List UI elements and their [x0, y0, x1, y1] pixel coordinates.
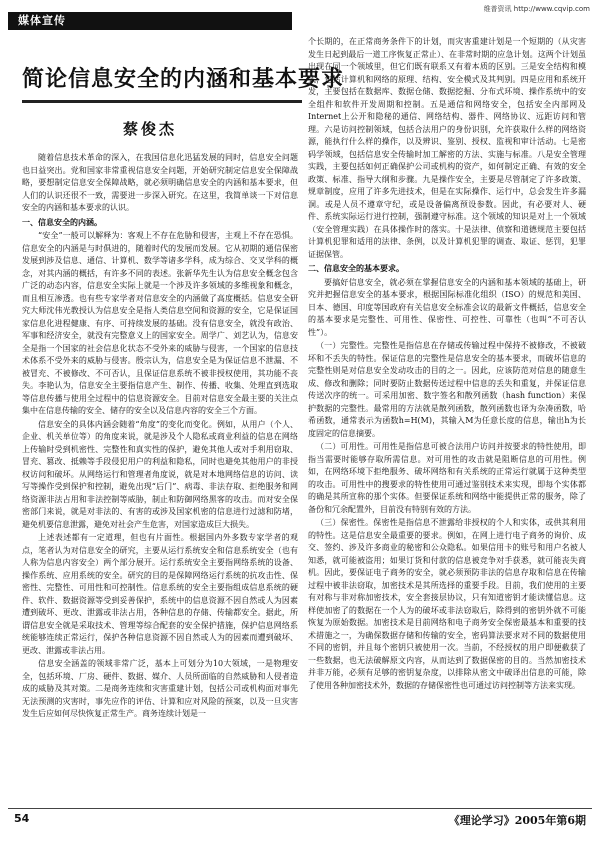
paragraph: “安全”一般可以解释为：客观上不存在危胁和侵害，主观上不存在恐惧。信息安全的内涵是与时俱进的，随着时代的发展而发展。它从初期的通信保密发展到涉及信息、通信、计算机、数学等诸多学科，成为综合、交叉学科的概念，对其内涵的概括，有许多不同的表述。张新华先生认为信息安全概念包含广泛的动态内容，信息安全实际上就是一个涉及许多领域的多维视象和概念，而且相互渗透。也有些专家学者对信息安全的内涵做了高度概括。信息安全研究大师沈伟光教授认为信息安全是指人类信息空间和资源的安全，它是保证国家信息化进程健康、有序、可持续发展的基础。没有信息安全，就没有政治、军事和经济安全，就没有完整意义上的国家安全。周学广、刘艺认为，信息安全是指一个国家的社会信息化状态不受外来的威胁与侵害，一个国家的信息技术体系不受外来的威胁与侵害。殷宗认为，信息安全是为保证信息不泄漏、不被冒充、不被修改、不可否认，且保证信息系统不被非授权使用，其功能不丧失。李艳认为，信息安全主要指信息产生、制作、传播、收集、处理直到选取等信息传播与使用全过程中的信息资源安全。目前对信息安全最主要的关注点集中在信息传输的安全、储存的安全以及信息内容的安全三个方面。: [22, 231, 298, 415]
article-author: 蔡俊杰: [122, 120, 177, 138]
paragraph: 信息安全涵盖的领域非常广泛，基本上可划分为10大领域，一是物理安全，包括环境、厂房、硬件、数据、媒介、人员所面临的自然威胁和人侵者造成的威胁及其对策。二是商务连续和灾害重建计划，包括公司或机构面对事先无法预测的灾害时，事先应作的评估、计算和应对风险的预案，以及一旦灾害发生后应如何尽快恢复正常生产。商务连续计划是一: [22, 659, 298, 718]
paragraph: 信息安全的具体内涵会随着“角度”的变化而变化。例如，从用户（个人、企业、机关单位等）的角度来说，就是涉及个人隐私或商业利益的信息在网络上传输时受到机密性、完整性和真实性的保护，避免其他人或对手利用窃取、冒充、篡改、抵赖等手段侵犯用户的利益和隐私，同时也避免其他用户的非授权访问和破坏。从网络运行和管理者角度说，就是对本地网络信息的访问、读写等操作受到保护和控制，避免出现“后门”、病毒、非法存取、拒绝服务和网络资源非法占用和非法控制等威胁，制止和防御网络黑客的攻击。而对安全保密部门来说，就是对非法的、有害的或涉及国家机密的信息进行过滤和防堵，避免机要信息泄露，避免对社会产生危害，对国家造成巨大损失。: [22, 419, 298, 529]
paragraph: 个长期的，在正常商务条件下的计划，而灾害重建计划是一个短期的（从灾害发生日起到最后一道工序恢复正常止）、在非常时期的应急计划。这两个计划虽出现在同一个领域里，但它们既有联系又有着本质的区别。三是安全结构和模式，包括计算机和网络的原理、结构、安全模式及其判别。四是应用和系统开发，主要包括在数据库、数据仓储、数据挖掘、分布式环境、操作系统中的安全组件和软件开发周期和控制。五是通信和网络安全，包括安全内部网及Internet上公开和隐秘的通信、网络结构、器件、网络协议、远距访问和管理。六是访问控制领域，包括合法用户的身份识别，允许获取什么样的网络资源，能执行什么样的操作，以及辨识、鉴别、授权、监视和审计活动。七是密码学领域，包括信息安全传输时加工解密的方法、实施与标准。八是安全管理实践，主要包括如何正确保护公司或机构的资产，如何制定正确、有效的安全政策、标准、指导大纲和步骤。九是操作安全，主要是尽管制定了许多政策、规章制度，应用了许多先进技术，但是在实际操作、运行中，总会发生许多漏洞。或是人员不遵章守纪，或是设备偏离预设参数。因此，有必要对人、硬件、系统实际运行进行控制，强制遵守标准。这个领域的知识是对上一个领域（安全管理实践）在具体操作时的落实。十是法律、侦察和道德规范主要包括计算机犯罪和适用的法律、条例，以及计算机犯罪的调查、取证、惩罚，犯罪证据保管。: [308, 37, 586, 259]
paragraph: 随着信息技术革命的深入，在我国信息化迅猛发展的同时，信息安全问题也日益突出。党和国家非常重视信息安全问题，开始研究制定信息安全保障战略，要想制定信息安全保障战略，就必须明确信息安全的内涵和基本要求，但人们的认识还很不一致，需要进一步深入研究。在这里，我简单谈一下对信息安全的内涵和基本要求的认识。: [22, 153, 298, 212]
section-heading: 二、信息安全的基本要求。: [308, 264, 404, 273]
paragraph: 上述表述都有一定道理，但也有片面性。根据国内外多数专家学者的观点，笔者认为对信息安全的研究，主要从运行系统安全和信息系统安全（也有人称为信息内容安全）两个部分展开。运行系统安全主要指网络系统的设备、操作系统、应用系统的安全。研究的目的是保障网络运行系统的抗攻击性、保密性、完整性、可用性和可控制性。信息系统的安全主要指组成信息系统的硬件、软件、数据资源等受到妥善保护，系统中的信息资源不因自然或人为因素遭到破坏、更改、泄露或非法占用，各种信息的存储、传输都安全。据此，所谓信息安全就是采取技术、管理等综合配套的安全保护措施，保护信息网络系统能够连续正常运行，保护各种信息资源不因自然或人为的因素而遭到破坏、更改、泄露或非法占用。: [22, 533, 298, 655]
section-heading: 一、信息安全的内涵。: [22, 217, 102, 227]
watermark-text: 维普资讯 http://www.cqvip.com: [483, 5, 590, 13]
left-column: [22, 152, 298, 794]
page-number: 54: [14, 812, 30, 825]
paragraph: （一）完整性。完整性是指信息在存储或传输过程中保持不被修改，不被破坏和不丢失的特性。保证信息的完整性是信息安全的基本要求，而破坏信息的完整性则是对信息安全发动攻击的目的之一。因此，应该防范对信息的随意生成、修改和删除；同时要防止数据传送过程中信息的丢失和重复，并保证信息传送次序的统一。可采用加密、数字签名和散列函数（hash function）来保护数据的完整性。最常用的方法就是散列函数，散列函数也译为杂凑函数，哈希函数，通常表示为函数h=H(M)，其输入M为任意长度的信息，输出h为长度固定的信息摘要。: [308, 341, 586, 438]
paragraph: （三）保密性。保密性是指信息不泄露给非授权的个人和实体，或供其利用的特性。这是信息安全最重要的要求。例如，在网上进行电子商务的询价、成交、签约、涉及许多商业的秘密和公众隐私。如果信用卡的账号和用户名被人知悉，就可能被盗用；如果订货和付款的信息被竞争对手获悉，就可能丧失商机。因此，要保证电子商务的安全，就必须预防非法的信息存取和信息在传输过程中被非法窃取，加密技术是其所选择的重要手段。目前，我们使用的主要有对称与非对称加密技术，安全套接层协议，只有知道密钥才能读懂信息。这样使加密了的数据在一个人为的破坏或非法窃取后，除得到的密钥外就不可能恢复为原始数据。加密技术是目前网络和电子商务安全保密最基本和重要的技术措施之一，为确保数据存储和传输的安全，密码算法要求对不同的数据使用不同的密钥，并且每个密钥只被使用一次。当前，不经授权的用户即便截获了一些数据，也无法破解原文内容，从而达到了数据保密的目的。当然加密技术并非万能，必须有足够的密钥复杂度，以排除从密文中破译出信息的可能，除了使用各种加密技术外，数据的存储保密性也可通过访问控制等方法来实现。: [308, 518, 586, 690]
title-underline: [22, 100, 302, 103]
article-title: 简论信息安全的内涵和基本要求: [22, 67, 345, 92]
paragraph: 要搞好信息安全，就必须在掌握信息安全的内涵和基本领域的基础上，研究并把握信息安全的基本要求，根据国际标准化组织（ISO）的规范和美国、日本、德国、印度等国政府有关信息安全标准会议的最新文件概括，信息安全的基本要求是完整性、可用性、保密性、可控性、可靠性（也叫“不可否认性”）。: [308, 277, 586, 337]
section-label: 媒体宣传: [18, 14, 66, 27]
footer-rule: [8, 808, 592, 809]
right-column: [308, 36, 586, 794]
journal-citation: 《理论学习》2005年第6期: [448, 814, 586, 827]
paragraph: （二）可用性。可用性是指信息可被合法用户访问并按要求的特性使用，即指当需要时能够存取所需信息。对可用性的攻击就是阻断信息的可用性。例如，在网络环境下拒绝服务、破坏网络和有关系统的正常运行就属于这种类型的攻击。可用性中的搜要求的特性使用可通过鉴别技术来实现，即每个实体都的确是其所宣称的那个实体。但要保证系统和网络中能提供正常的服务，除了备份和冗余配置外，目前没有特别有效的方法。: [308, 442, 586, 514]
section-banner: [8, 12, 292, 30]
